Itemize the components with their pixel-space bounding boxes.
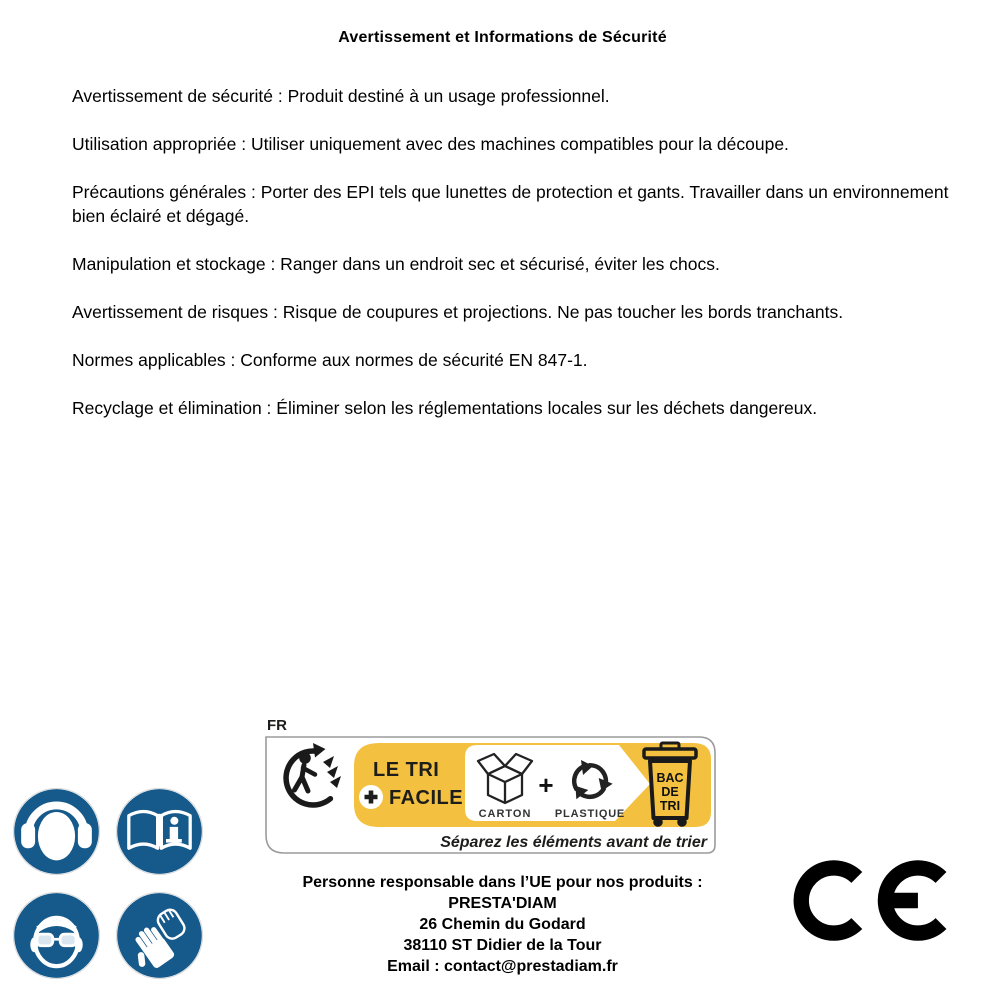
safety-text-block xyxy=(72,84,972,444)
bin-label-line1: BAC xyxy=(656,771,684,785)
materials-plus-sign: + xyxy=(538,770,554,800)
page-title: Avertissement et Informations de Sécurité xyxy=(338,29,667,46)
footer-line-company: PRESTA'DIAM xyxy=(448,895,557,912)
paragraph-normes-applicables: Normes applicables : Conforme aux normes de sécurité EN 847-1. xyxy=(72,350,588,370)
infotri-headline-line2: FACILE xyxy=(389,787,464,809)
footer-line-city: 38110 ST Didier de la Tour xyxy=(403,937,602,954)
material-plastique-label: PLASTIQUE xyxy=(554,808,626,820)
paragraph-utilisation-appropriee: Utilisation appropriée : Utiliser uniquement avec des machines compatibles pour la découpe. xyxy=(72,134,789,154)
footer-line-email: Email : contact@prestadiam.fr xyxy=(387,958,618,975)
paragraph-recyclage-elimination: Recyclage et élimination : Éliminer selon les réglementations locales sur les déchets dangereux. xyxy=(72,398,818,418)
read-instruction-manual-icon xyxy=(113,785,206,878)
footer-line-responsible: Personne responsable dans l’UE pour nos produits : xyxy=(302,874,703,891)
paragraph-avertissement-risques: Avertissement de risques : Risque de coupures et projections. Ne pas toucher les bords tranchants. xyxy=(72,302,844,322)
material-carton-label: CARTON xyxy=(478,808,532,820)
bin-label-line2: DE xyxy=(661,785,679,799)
footer-line-street: 26 Chemin du Godard xyxy=(419,916,586,933)
infotri-recycling-label xyxy=(263,710,718,860)
infotri-headline-line1: LE TRI xyxy=(373,759,440,781)
paragraph-precautions-generales: Précautions générales : Porter des EPI tels que lunettes de protection et gants. Travailler dans un environnement bien éclairé et dégagé. xyxy=(72,182,949,226)
wear-ear-protection-icon xyxy=(10,785,103,878)
infotri-tagline: Séparez les éléments avant de trier xyxy=(440,834,707,851)
infotri-country-label: FR xyxy=(267,717,287,734)
ce-mark-icon xyxy=(793,855,965,951)
paragraph-manipulation-stockage: Manipulation et stockage : Ranger dans un endroit sec et sécurisé, éviter les chocs. xyxy=(72,254,720,274)
paragraph-avertissement-securite: Avertissement de sécurité : Produit destiné à un usage professionnel. xyxy=(72,86,610,106)
bin-label-line3: TRI xyxy=(659,799,681,813)
